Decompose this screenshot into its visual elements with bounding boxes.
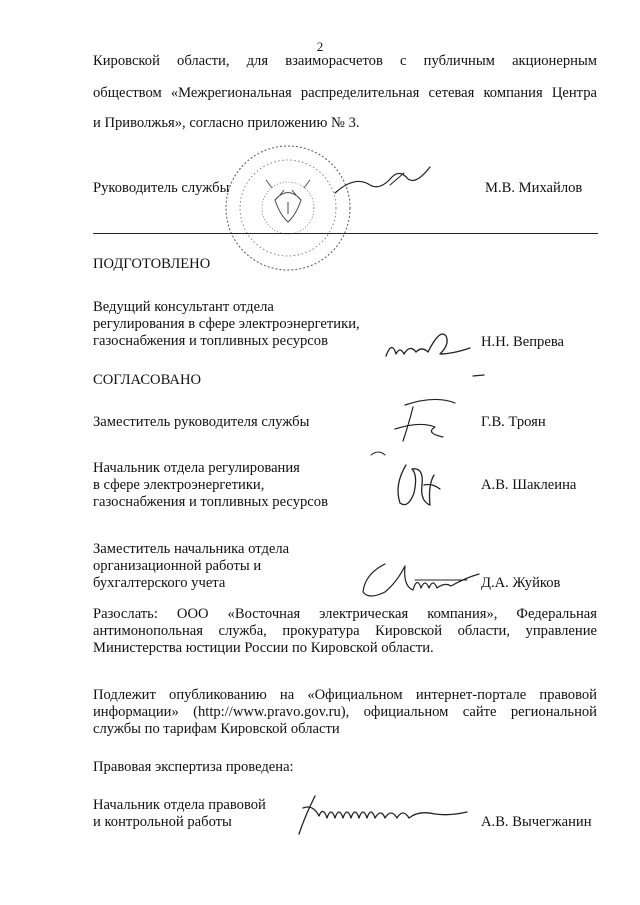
org-deputy-name: Д.А. Жуйков	[481, 575, 561, 591]
legal-chief-signature	[285, 790, 475, 840]
org-deputy-line-3: бухгалтерского учета	[93, 575, 226, 591]
org-deputy-line-2: организационной работы и	[93, 558, 262, 574]
prepared-position	[93, 299, 360, 350]
divider-line	[93, 233, 598, 234]
publication-line-1: Подлежит опубликованию на «Официальном интернет-портале правовой	[93, 687, 597, 703]
org-deputy-line-1: Заместитель начальника отдела	[93, 541, 290, 557]
publication-line-3: службы по тарифам Кировской области	[93, 721, 340, 737]
deputy-head-signature	[365, 393, 475, 463]
org-deputy-position	[93, 541, 289, 592]
intro-line-1: Кировской области, для взаиморасчетов с публичным акционерным	[93, 53, 597, 69]
regulation-chief-signature	[388, 455, 448, 515]
deputy-head-name: Г.В. Троян	[481, 414, 546, 430]
regulation-chief-line-3: газоснабжения и топливных ресурсов	[93, 494, 328, 510]
legal-chief-position	[93, 797, 266, 831]
prepared-position-line-3: газоснабжения и топливных ресурсов	[93, 333, 328, 349]
agreed-heading: СОГЛАСОВАНО	[93, 372, 202, 388]
prepared-position-line-1: Ведущий консультант отдела	[93, 299, 274, 315]
distribution-line-1: Разослать: ООО «Восточная электрическая компания», Федеральная	[93, 606, 597, 622]
org-deputy-signature	[355, 556, 485, 606]
head-name: М.В. Михайлов	[485, 180, 583, 196]
distribution-line-2: антимонопольная служба, прокуратура Кировской области, управление	[93, 623, 597, 639]
prepared-name: Н.Н. Вепрева	[481, 334, 564, 350]
publication-line-2: информации» (http://www.pravo.gov.ru), официальном сайте региональной	[93, 704, 597, 720]
intro-line-3: и Приволжья», согласно приложению № 3.	[93, 115, 360, 131]
intro-line-2: обществом «Межрегиональная распределительная сетевая компания Центра	[93, 85, 597, 101]
legal-chief-line-1: Начальник отдела правовой	[93, 797, 266, 813]
prepared-signature	[380, 318, 475, 363]
distribution-paragraph	[93, 606, 597, 657]
dash-mark	[470, 372, 490, 380]
legal-chief-line-2: и контрольной работы	[93, 814, 232, 830]
publication-paragraph	[93, 687, 597, 738]
prepared-heading: ПОДГОТОВЛЕНО	[93, 256, 211, 272]
head-signature	[330, 155, 450, 200]
regulation-chief-line-1: Начальник отдела регулирования	[93, 460, 300, 476]
head-title: Руководитель службы	[93, 180, 230, 196]
page-number: 2	[316, 39, 324, 54]
regulation-chief-position	[93, 460, 328, 511]
prepared-position-line-2: регулирования в сфере электроэнергетики,	[93, 316, 360, 332]
distribution-line-3: Министерства юстиции России по Кировской области.	[93, 640, 434, 656]
regulation-chief-line-2: в сфере электроэнергетики,	[93, 477, 265, 493]
intro-paragraph	[93, 53, 597, 132]
regulation-chief-name: А.В. Шаклеина	[481, 477, 577, 493]
legal-chief-name: А.В. Вычегжанин	[481, 814, 592, 830]
legal-review: Правовая экспертиза проведена:	[93, 759, 294, 775]
deputy-head-position: Заместитель руководителя службы	[93, 414, 310, 430]
